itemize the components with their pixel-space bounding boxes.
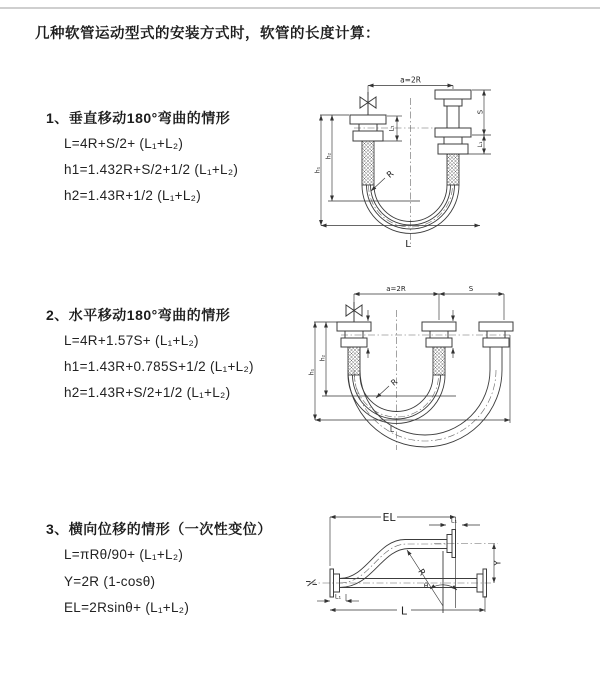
section3-formula-Y: Y=2R (1-cosθ) bbox=[64, 574, 156, 589]
d1-right-mid-flange bbox=[435, 128, 471, 137]
d1-right-top-flange-hub bbox=[444, 99, 462, 106]
d2-pipe2-flange-hub bbox=[430, 331, 448, 338]
page-top-scan-line bbox=[0, 7, 600, 9]
d2-dim-a2r-label: a=2R bbox=[386, 285, 406, 293]
d1-left-flange-hub bbox=[359, 124, 377, 131]
d1-left-coupling bbox=[353, 131, 383, 141]
d1-left-hose-braid bbox=[362, 141, 374, 185]
d1-right-hose-braid bbox=[447, 154, 459, 185]
section1-formula-h1: h1=1.432R+S/2+1/2 (L₁+L₂) bbox=[64, 162, 239, 177]
d2-pipe3-flange bbox=[479, 322, 513, 331]
d1-dim-a2r-label: a=2R bbox=[400, 75, 421, 85]
d2-u2-arc-inner bbox=[360, 370, 490, 435]
d1-right-top-flange bbox=[435, 90, 471, 99]
d2-pipe1-flange-hub bbox=[345, 331, 363, 338]
d1-radius-label: R bbox=[385, 169, 397, 181]
section2-heading: 2、水平移动180°弯曲的情形 bbox=[46, 307, 231, 323]
d2-pipe2-flange bbox=[422, 322, 456, 331]
section2-formula-h1: h1=1.43R+0.785S+1/2 (L₁+L₂) bbox=[64, 359, 254, 374]
d1-left-flange bbox=[350, 115, 386, 124]
d3-angle-label: θ bbox=[423, 582, 429, 590]
d3-radius-label: R bbox=[415, 567, 427, 578]
d1-dim-h1-label: h₁ bbox=[314, 166, 322, 174]
section3-formula-L: L=πRθ/90+ (L₁+L₂) bbox=[64, 547, 184, 562]
section3-formula-EL: EL=2Rsinθ+ (L₁+L₂) bbox=[64, 600, 190, 615]
section2-formula-L: L=4R+1.57S+ (L₁+L₂) bbox=[64, 333, 199, 348]
section1-heading: 1、垂直移动180°弯曲的情形 bbox=[46, 110, 231, 126]
d1-dim-s-label: S bbox=[476, 109, 485, 115]
d2-pipe1-flange bbox=[337, 322, 371, 331]
section2-formula-h2: h2=1.43R+S/2+1/2 (L₁+L₂) bbox=[64, 385, 231, 400]
d1-right-mid-flange-hub bbox=[444, 137, 462, 144]
d3-radius-line bbox=[407, 550, 443, 606]
d3-dim-el-label: EL bbox=[382, 511, 396, 524]
d1-dim-l1-left-label: L₁ bbox=[387, 125, 396, 132]
d3-dim-l1-bottom-label: L₁ bbox=[334, 592, 342, 601]
d2-pipe2-hose-braid bbox=[433, 347, 445, 375]
d3-scurve-bottom-wall bbox=[340, 549, 448, 588]
d2-pipe2-coupling bbox=[426, 338, 452, 347]
d2-radius-label: R bbox=[389, 377, 400, 388]
d2-dim-h1-label: h₁ bbox=[308, 368, 316, 376]
diagram-vertical-180-bend bbox=[312, 70, 507, 270]
section1-formula-h2: h2=1.43R+1/2 (L₁+L₂) bbox=[64, 188, 202, 203]
section1-formula-L: L=4R+S/2+ (L₁+L₂) bbox=[64, 136, 184, 151]
d1-dim-l1-right-label: L₁ bbox=[477, 141, 484, 148]
d2-dim-h2-label: h₂ bbox=[319, 354, 327, 362]
d3-dim-l1-top-label: L₁ bbox=[450, 516, 458, 525]
d2-pipe3-flange-hub bbox=[487, 331, 505, 338]
d2-pipe1-coupling bbox=[341, 338, 367, 347]
d1-dim-h2-label: h₂ bbox=[325, 152, 333, 160]
page-title: 几种软管运动型式的安装方式时，软管的长度计算： bbox=[35, 26, 380, 42]
section3-heading: 3、横向位移的情形（一次性变位） bbox=[46, 521, 272, 537]
d2-length-label: L bbox=[389, 425, 395, 434]
d1-right-coupling bbox=[438, 144, 468, 154]
d2-dim-s-label: S bbox=[468, 285, 474, 293]
d1-length-label: L bbox=[405, 239, 411, 250]
diagram-horizontal-180-bend bbox=[306, 280, 531, 460]
d3-length-label: L bbox=[400, 604, 408, 618]
diagram-lateral-displacement bbox=[301, 496, 600, 631]
d2-pipe3-coupling bbox=[483, 338, 509, 347]
d3-scurve-centerline bbox=[340, 544, 448, 583]
d3-dim-y-label: Y bbox=[493, 560, 504, 566]
d3-scurve-top-wall bbox=[340, 540, 448, 579]
